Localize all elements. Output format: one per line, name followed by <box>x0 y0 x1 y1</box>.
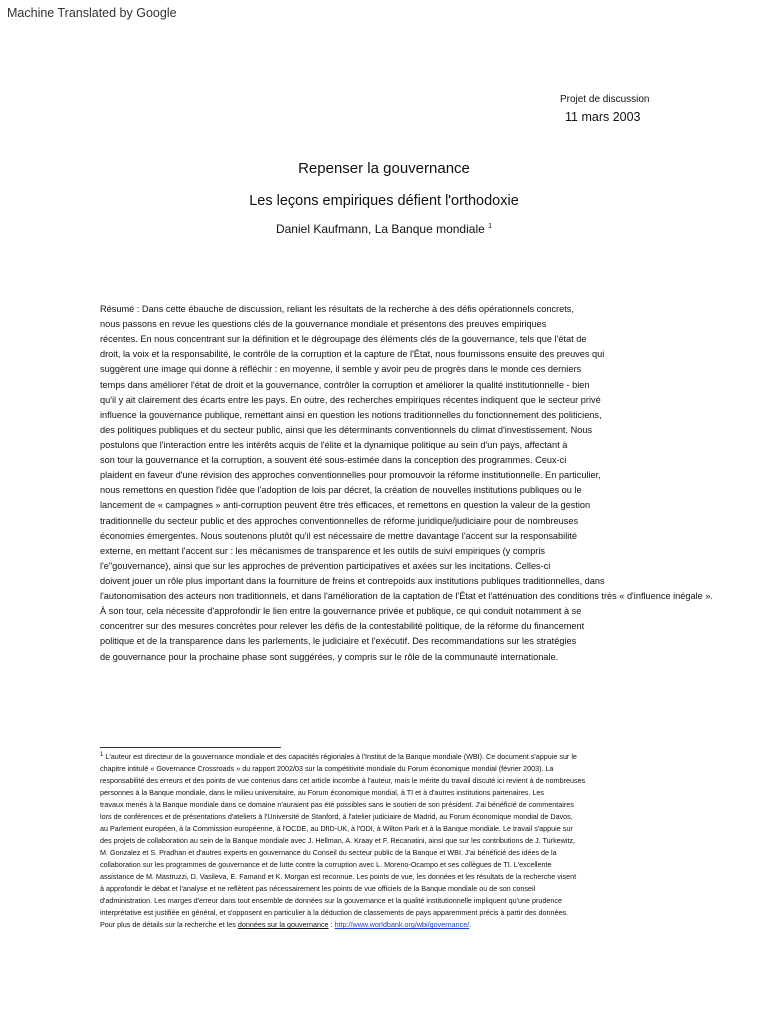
footnote-line-text: collaboration sur les programmes de gouvernance et de lutte contre la corruption avec L. Moreno-Ocampo et ses collègues de TI. L'excellente <box>100 860 552 869</box>
abstract-line: influence la gouvernance publique, remettant ainsi en question les notions traditionnelles du fonctionnement des politiciens, <box>100 409 602 420</box>
footnote-line-text: travaux menés à la Banque mondiale dans ce domaine n'auraient pas été possibles sans le soutien de son président. J'ai bénéficié de commentaires <box>100 800 574 809</box>
footnote-line <box>100 811 700 823</box>
footnote-last-sep: : <box>328 920 335 929</box>
footnote-line-text: chapitre intitulé « Governance Crossroads » du rapport 2002/03 sur la compétitivité mondiale du Forum économique mondial (février 2003). La <box>100 764 554 773</box>
abstract-line: suggèrent une image qui donne à réfléchir : en moyenne, il semble y avoir peu de progrès dans le monde ces derniers <box>100 364 582 375</box>
abstract-line: l'autonomisation des acteurs non traditionnels, et dans l'amélioration de la captation de l'État et l'atténuation des conditions très « d'influence inégale ». <box>100 591 713 602</box>
footnote-line-text: responsabilité des erreurs et des points de vue contenus dans cet article incombe à l'auteur, mais le mérite du travail discuté ici revient à de nombreuses <box>100 776 586 785</box>
footnote-governance-data-text: données sur la gouvernance <box>237 920 329 929</box>
abstract-line: de gouvernance pour la prochaine phase sont suggérées, y compris sur le rôle de la communauté internationale. <box>100 651 559 662</box>
abstract <box>100 302 768 665</box>
abstract-line: récentes. En nous concentrant sur la définition et le dégroupage des éléments clés de la gouvernance, tels que l'état de <box>100 334 587 345</box>
abstract-line: l'e"gouvernance), ainsi que sur les approches de prévention participatives et axées sur les incitations. Celles-ci <box>100 560 551 571</box>
footnote-line <box>100 823 700 835</box>
governance-link[interactable]: http://www.worldbank.org/wbi/governance/ <box>334 920 470 929</box>
footnote-line-last <box>100 919 700 931</box>
abstract-line: nous passons en revue les questions clés de la gouvernance mondiale et présentons des preuves empiriques <box>100 319 547 330</box>
abstract-line: plaident en faveur d'une révision des approches conventionnelles pour promouvoir la réforme institutionnelle. En particulier, <box>100 470 601 481</box>
footnote-last-prefix: Pour plus de détails sur la recherche et les <box>100 920 238 929</box>
footnote-line <box>100 775 700 787</box>
abstract-line: traditionnelle du secteur public et des approches conventionnelles de réforme juridique/judiciaire pour de nombreuses <box>100 515 579 526</box>
footnote-line-text: d'administration. Les marges d'erreur dans tout ensemble de données sur la gouvernance et la qualité institutionnelle impliquent qu'une prudence <box>100 896 563 905</box>
abstract-line: son tour la gouvernance et la corruption, a souvent été sous-estimée dans la conception des programmes. Ceux-ci <box>100 455 567 466</box>
footnote-line <box>100 895 700 907</box>
abstract-line: Résumé : Dans cette ébauche de discussion, reliant les résultats de la recherche à des défis opérationnels concrets, <box>100 304 574 314</box>
footnote-line-text: lors de conférences et de présentations d'ateliers à l'Université de Stanford, à l'atelier judiciaire de Madrid, au Forum économique mondial de Davos, <box>100 812 573 821</box>
footnote-line-text: au Parlement européen, à la Commission européenne, à l'OCDE, au DfID-UK, à l'ODI, à Wilton Park et à la Banque mondiale. Le travail s'appuie sur <box>100 824 573 833</box>
page-title: Repenser la gouvernance <box>298 160 470 177</box>
page-subtitle: Les leçons empiriques défient l'orthodoxie <box>249 193 519 209</box>
author-name: Daniel Kaufmann, La Banque mondiale <box>275 222 485 236</box>
footnote-line-text: à approfondir le débat et l'analyse et ne reflètent pas nécessairement les points de vue officiels de la Banque mondiale ou de son conseil <box>100 884 536 893</box>
footnote <box>100 751 700 931</box>
abstract-line: des politiques publiques et du secteur public, ainsi que les déterminants conventionnels du climat d'investissement. Nous <box>100 424 593 435</box>
footnote-line-text: assistance de M. Mastruzzi, D. Vasileva, E. Famand et K. Morgan est reconnue. Les points de vue, les données et les résultats de la recherche visent <box>100 872 577 881</box>
footnote-line <box>100 799 700 811</box>
footnote-line <box>100 883 700 895</box>
abstract-line: doivent jouer un rôle plus important dans la fourniture de freins et contrepoids aux institutions publiques traditionnelles, dans <box>100 575 605 586</box>
machine-translation-banner: Machine Translated by Google <box>7 6 177 20</box>
footnote-reference[interactable]: 1 <box>488 223 493 230</box>
abstract-line: externe, en mettant l'accent sur : les mécanismes de transparence et les outils de suivi empiriques (y compris <box>100 545 545 556</box>
abstract-line: concentrer sur des mesures concrètes pour relever les défis de la contestabilité politique, de la réforme du financement <box>100 621 585 632</box>
abstract-line: nous remettons en question l'idée que l'adoption de lois par décret, la création de nouvelles institutions publiques ou le <box>100 485 582 496</box>
footnote-line <box>100 751 700 763</box>
abstract-line: économies émergentes. Nous soutenons plutôt qu'il est nécessaire de mettre davantage l'accent sur la responsabilité <box>100 530 577 541</box>
document-status: Projet de discussion <box>560 94 650 105</box>
footnote-line <box>100 871 700 883</box>
abstract-line: politique et de la transparence dans les parlements, le judiciaire et l'exécutif. Des recommandations sur les stratégies <box>100 636 577 647</box>
abstract-line: À son tour, cela nécessite d'approfondir le lien entre la gouvernance privée et publique, ce qui conduit notamment à se <box>100 606 582 617</box>
footnote-line <box>100 763 700 775</box>
footnote-line-text: L'auteur est directeur de la gouvernance mondiale et des capacités régionales à l'Institut de la Banque mondiale (WBI). Ce document s'appuie sur le <box>105 752 577 761</box>
abstract-line: temps dans améliorer l'état de droit et la gouvernance, contrôler la corruption et améliorer la qualité institutionnelle - bien <box>100 379 590 390</box>
footnote-line <box>100 859 700 871</box>
document-date: 11 mars 2003 <box>565 110 641 124</box>
abstract-line: droit, la voix et la responsabilité, le contrôle de la corruption et la capture de l'État, nous fournissons ensuite des preuves qui <box>100 349 605 360</box>
footnote-line <box>100 835 700 847</box>
footnote-divider <box>100 747 281 748</box>
footnote-line <box>100 787 700 799</box>
abstract-line: postulons que l'interaction entre les intérêts acquis de l'élite et la dynamique politique au sein d'un pays, affectant à <box>100 439 568 450</box>
abstract-line: qu'il y ait clairement des écarts entre les pays. En outre, des recherches empiriques récentes indiquent que le secteur privé <box>100 394 601 405</box>
footnote-line-text: interprétative est justifiée en général, et s'opposent en particulier à la déduction de classements de pays apparemment précis à partir des données. <box>100 908 569 917</box>
footnote-line <box>100 847 700 859</box>
abstract-line: lancement de « campagnes » anti-corruption peuvent être très efficaces, et remettons en question la valeur de la gestion <box>100 500 591 511</box>
author-line <box>0 222 768 236</box>
footnote-marker: 1 <box>100 751 104 758</box>
footnote-line-text: M. Gonzalez et S. Pradhan et d'autres experts en gouvernance du Conseil du secteur public de la Banque et WBI. J'ai bénéficié des idées de la <box>100 848 557 857</box>
footnote-line <box>100 907 700 919</box>
footnote-line-text: des projets de collaboration au sein de la Banque mondiale avec J. Hellman, A. Kraay et F. Recanatini, ainsi que sur les contributions de J. Turkewitz, <box>100 836 576 845</box>
footnote-line-text: personnes à la Banque mondiale, dans le milieu universitaire, au Forum économique mondial, à TI et à d'autres institutions partenaires. Les <box>100 788 544 797</box>
footnote-last-suffix: . <box>469 920 472 929</box>
